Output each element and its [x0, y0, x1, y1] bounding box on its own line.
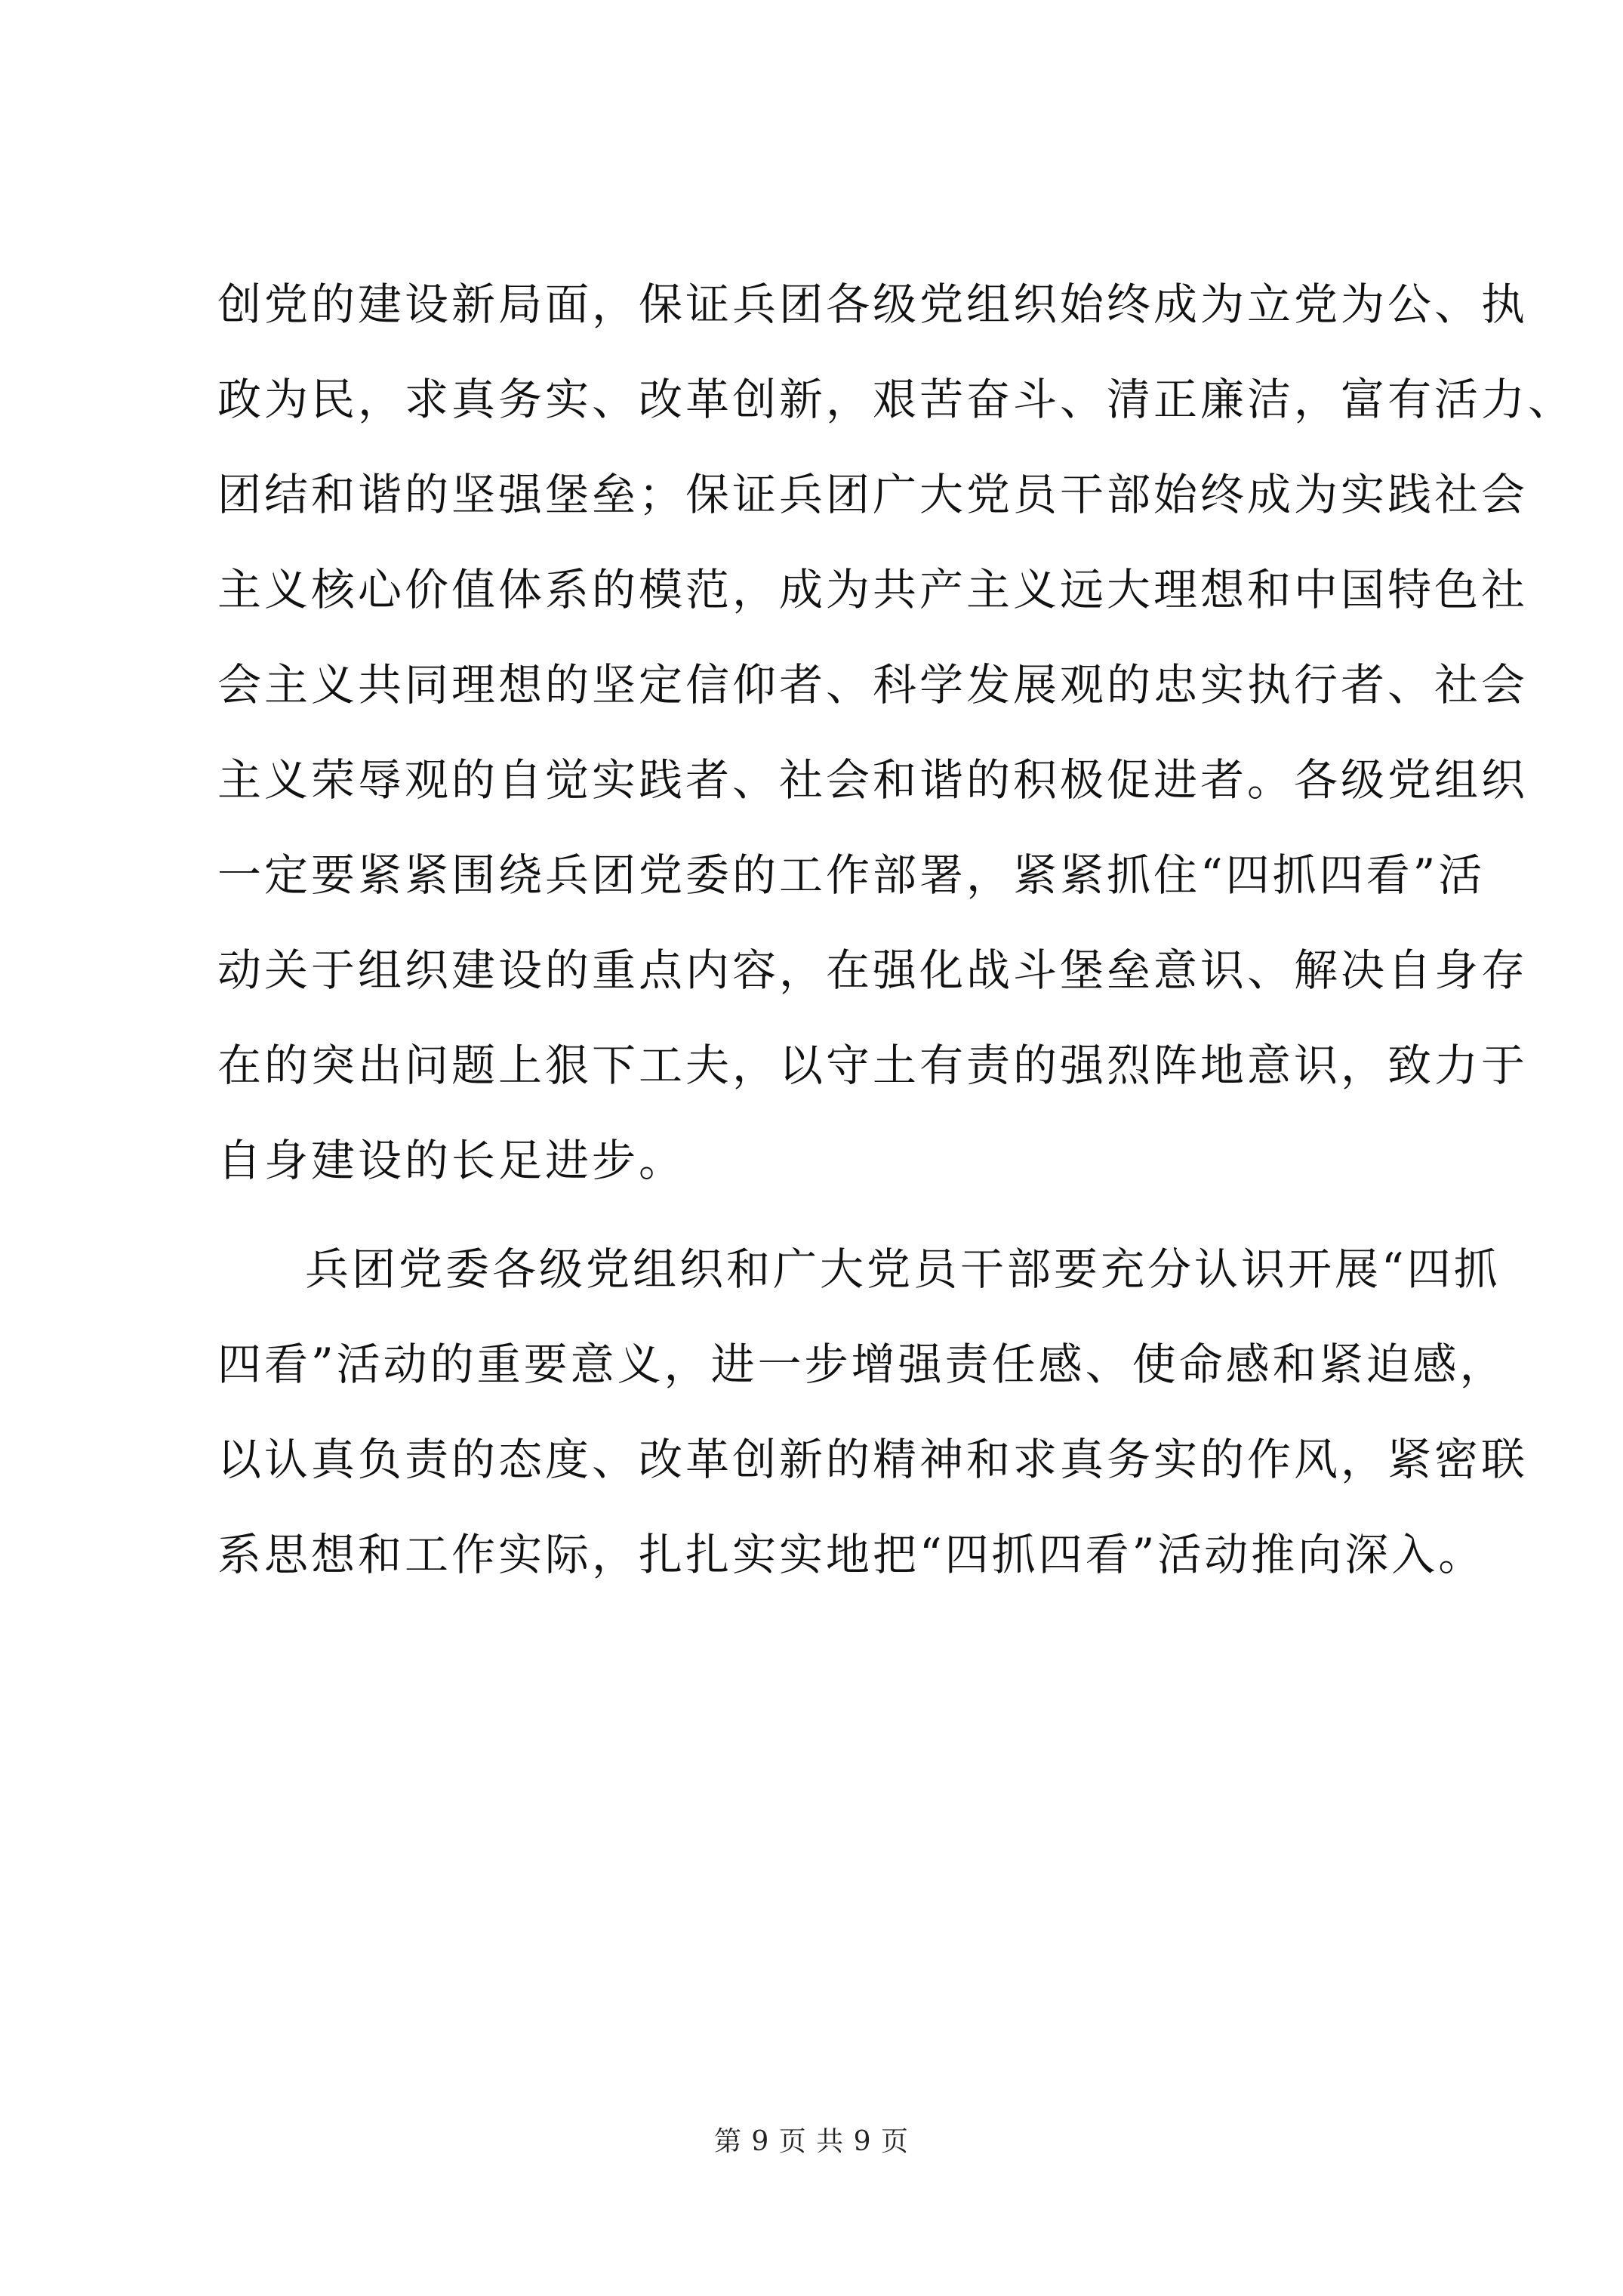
- document-body: [217, 257, 1575, 1602]
- text-line: 在的突出问题上狠下工夫，以守土有责的强烈阵地意识，致力于: [217, 1040, 1529, 1091]
- page-number-footer: 第 9 页 共 9 页: [713, 2126, 910, 2157]
- text-line: 动关于组织建设的重点内容，在强化战斗堡垒意识、解决自身存: [217, 945, 1529, 996]
- text-line: 兵团党委各级党组织和广大党员干部要充分认识开展“四抓: [305, 1244, 1501, 1295]
- text-line: 主义核心价值体系的模范，成为共产主义远大理想和中国特色社: [217, 564, 1529, 615]
- text-line: 以认真负责的态度、改革创新的精神和求真务实的作风，紧密联: [217, 1434, 1529, 1485]
- paragraph-spacer: [217, 1208, 1433, 1222]
- text-line: 主义荣辱观的自觉实践者、社会和谐的积极促进者。各级党组织: [217, 754, 1529, 806]
- text-line: 四看”活动的重要意义，进一步增强责任感、使命感和紧迫感，: [217, 1339, 1507, 1390]
- text-line: 政为民，求真务实、改革创新，艰苦奋斗、清正廉洁，富有活力、: [217, 374, 1575, 425]
- text-line: 自身建设的长足进步。: [217, 1135, 686, 1186]
- paragraph-2: [217, 1222, 1529, 1602]
- text-line: 团结和谐的坚强堡垒；保证兵团广大党员干部始终成为实践社会: [217, 469, 1529, 520]
- text-line: 会主义共同理想的坚定信仰者、科学发展观的忠实执行者、社会: [217, 659, 1529, 710]
- text-line: 创党的建设新局面，保证兵团各级党组织始终成为立党为公、执: [217, 279, 1529, 330]
- paragraph-1: [217, 257, 1575, 1208]
- text-line: 一定要紧紧围绕兵团党委的工作部署，紧紧抓住“四抓四看”活: [217, 849, 1486, 901]
- text-line: 系思想和工作实际，扎扎实实地把“四抓四看”活动推向深入。: [217, 1529, 1486, 1580]
